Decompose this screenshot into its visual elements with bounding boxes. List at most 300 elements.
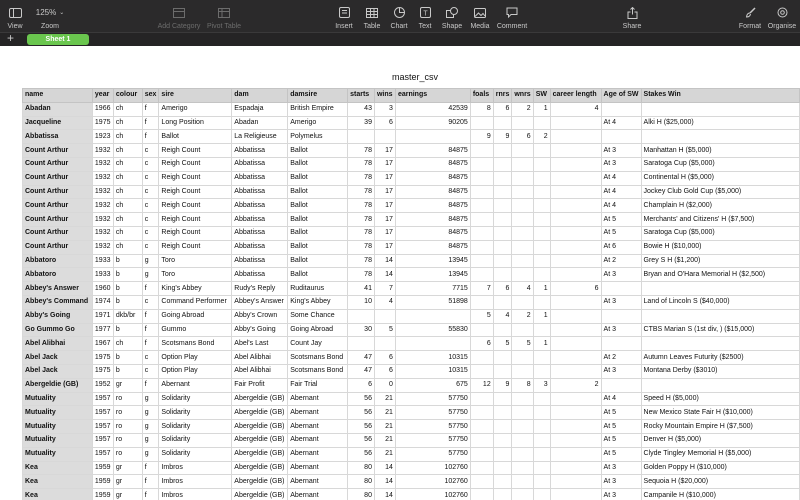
table-cell[interactable]: Abbatissa — [232, 240, 288, 254]
table-cell[interactable]: 5 — [470, 309, 493, 323]
table-cell[interactable]: 2 — [550, 378, 601, 392]
table-cell[interactable]: Abergeldie (GB) — [232, 420, 288, 434]
table-cell[interactable] — [470, 268, 493, 282]
table-cell[interactable]: 4 — [493, 309, 512, 323]
table-cell[interactable]: Ballot — [288, 226, 348, 240]
table-cell[interactable]: Clyde Tingley Memorial H ($5,000) — [641, 447, 799, 461]
table-cell[interactable]: 1932 — [92, 240, 113, 254]
table-cell[interactable]: Ballot — [288, 185, 348, 199]
table-cell[interactable] — [533, 144, 550, 158]
table-cell[interactable]: 1967 — [92, 337, 113, 351]
table-cell[interactable] — [395, 130, 470, 144]
table-cell[interactable] — [512, 406, 533, 420]
table-cell[interactable]: 21 — [374, 420, 395, 434]
table-cell[interactable]: 80 — [348, 475, 375, 489]
table-cell[interactable]: 84875 — [395, 185, 470, 199]
table-cell[interactable] — [470, 144, 493, 158]
table-cell[interactable]: 1932 — [92, 144, 113, 158]
format-button[interactable] — [736, 0, 764, 32]
table-cell[interactable] — [470, 171, 493, 185]
table-cell[interactable]: Speed H ($5,000) — [641, 392, 799, 406]
table-cell[interactable]: At 4 — [601, 199, 641, 213]
table-cell[interactable] — [470, 420, 493, 434]
table-cell[interactable] — [533, 406, 550, 420]
table-cell[interactable]: Solidarity — [159, 392, 232, 406]
table-cell[interactable] — [470, 199, 493, 213]
column-header[interactable]: career length — [550, 89, 601, 103]
table-cell[interactable] — [550, 392, 601, 406]
table-cell[interactable] — [550, 199, 601, 213]
table-cell[interactable]: Reigh Count — [159, 199, 232, 213]
table-cell[interactable] — [550, 171, 601, 185]
table-cell[interactable]: c — [142, 157, 159, 171]
table-cell[interactable]: 1959 — [92, 461, 113, 475]
table-cell[interactable]: 1932 — [92, 185, 113, 199]
table-cell[interactable]: 1975 — [92, 351, 113, 365]
table-cell[interactable]: Abbatissa — [232, 144, 288, 158]
table-cell[interactable] — [533, 489, 550, 500]
table-cell[interactable] — [641, 282, 799, 296]
column-header[interactable]: Stakes Win — [641, 89, 799, 103]
table-cell[interactable] — [493, 364, 512, 378]
table-cell[interactable]: Merchants' and Citizens' H ($7,500) — [641, 213, 799, 227]
table-cell[interactable] — [470, 447, 493, 461]
table-cell[interactable]: 14 — [374, 475, 395, 489]
table-cell[interactable]: 21 — [374, 447, 395, 461]
table-cell[interactable]: At 2 — [601, 254, 641, 268]
table-cell[interactable]: Count Arthur — [23, 144, 93, 158]
table-cell[interactable]: Reigh Count — [159, 213, 232, 227]
table-cell[interactable]: Reigh Count — [159, 240, 232, 254]
table-cell[interactable]: 78 — [348, 254, 375, 268]
table-cell[interactable]: c — [142, 185, 159, 199]
table-cell[interactable]: 78 — [348, 240, 375, 254]
table-cell[interactable]: dkb/br — [113, 309, 142, 323]
table-cell[interactable] — [533, 475, 550, 489]
table-cell[interactable]: 21 — [374, 433, 395, 447]
table-cell[interactable]: Toro — [159, 268, 232, 282]
table-cell[interactable] — [512, 392, 533, 406]
table-cell[interactable]: Scotsmans Bond — [288, 364, 348, 378]
table-cell[interactable] — [550, 337, 601, 351]
table-cell[interactable]: Ballot — [288, 268, 348, 282]
table-cell[interactable]: Abbatissa — [232, 199, 288, 213]
table-cell[interactable]: At 6 — [601, 240, 641, 254]
table-cell[interactable]: At 5 — [601, 433, 641, 447]
table-cell[interactable]: Abernant — [288, 392, 348, 406]
table-cell[interactable]: c — [142, 351, 159, 365]
table-cell[interactable]: Ruditaurus — [288, 282, 348, 296]
table-cell[interactable]: 1957 — [92, 406, 113, 420]
table-cell[interactable]: 78 — [348, 199, 375, 213]
table-cell[interactable]: 1971 — [92, 309, 113, 323]
table-cell[interactable]: Abernant — [288, 447, 348, 461]
table-cell[interactable]: 84875 — [395, 199, 470, 213]
table-cell[interactable]: King's Abbey — [288, 295, 348, 309]
table-cell[interactable]: 17 — [374, 240, 395, 254]
table-cell[interactable]: 6 — [470, 337, 493, 351]
table-cell[interactable] — [641, 130, 799, 144]
table-cell[interactable]: 56 — [348, 447, 375, 461]
table-cell[interactable] — [550, 144, 601, 158]
table-cell[interactable] — [493, 406, 512, 420]
table-cell[interactable]: b — [113, 323, 142, 337]
table-cell[interactable]: Abergeldie (GB) — [23, 378, 93, 392]
table-cell[interactable] — [533, 323, 550, 337]
table-cell[interactable]: Command Performer — [159, 295, 232, 309]
table-cell[interactable]: b — [113, 254, 142, 268]
table-cell[interactable]: Continental H ($5,000) — [641, 171, 799, 185]
table-cell[interactable]: 80 — [348, 489, 375, 500]
table-cell[interactable] — [601, 102, 641, 116]
table-cell[interactable]: Reigh Count — [159, 226, 232, 240]
table-cell[interactable]: ch — [113, 116, 142, 130]
table-cell[interactable]: Manhattan H ($5,000) — [641, 144, 799, 158]
table-cell[interactable]: 102760 — [395, 475, 470, 489]
table-cell[interactable] — [550, 185, 601, 199]
table-cell[interactable] — [470, 433, 493, 447]
table-cell[interactable] — [512, 351, 533, 365]
table-cell[interactable] — [512, 420, 533, 434]
table-cell[interactable] — [512, 199, 533, 213]
table-cell[interactable] — [470, 406, 493, 420]
table-cell[interactable]: Abergeldie (GB) — [232, 392, 288, 406]
table-cell[interactable] — [470, 461, 493, 475]
table-cell[interactable]: Mutuality — [23, 447, 93, 461]
table-cell[interactable]: Polymelus — [288, 130, 348, 144]
table-cell[interactable] — [550, 157, 601, 171]
table-cell[interactable]: Fair Profit — [232, 378, 288, 392]
table-cell[interactable] — [550, 130, 601, 144]
table-cell[interactable]: 10 — [348, 295, 375, 309]
table-cell[interactable]: 6 — [493, 282, 512, 296]
column-header[interactable]: wins — [374, 89, 395, 103]
table-cell[interactable]: Ballot — [288, 144, 348, 158]
table-cell[interactable]: 1957 — [92, 392, 113, 406]
table-cell[interactable]: At 3 — [601, 475, 641, 489]
table-cell[interactable]: gr — [113, 378, 142, 392]
table-title[interactable]: master_csv — [391, 72, 438, 82]
table-cell[interactable]: Option Play — [159, 364, 232, 378]
table-cell[interactable] — [512, 475, 533, 489]
table-cell[interactable]: Abbey's Command — [23, 295, 93, 309]
table-cell[interactable]: 675 — [395, 378, 470, 392]
table-cell[interactable]: Abernant — [288, 420, 348, 434]
table-cell[interactable] — [550, 406, 601, 420]
table-cell[interactable]: Count Arthur — [23, 226, 93, 240]
table-cell[interactable]: 21 — [374, 392, 395, 406]
table-cell[interactable]: 2 — [512, 309, 533, 323]
table-cell[interactable] — [533, 116, 550, 130]
table-cell[interactable]: 102760 — [395, 461, 470, 475]
table-cell[interactable] — [493, 171, 512, 185]
table-cell[interactable]: 4 — [550, 102, 601, 116]
column-header[interactable]: starts — [348, 89, 375, 103]
table-cell[interactable]: 17 — [374, 213, 395, 227]
table-cell[interactable] — [550, 213, 601, 227]
table-cell[interactable]: Abergeldie (GB) — [232, 406, 288, 420]
text-button[interactable] — [413, 0, 437, 32]
table-cell[interactable]: 84875 — [395, 240, 470, 254]
table-cell[interactable]: 4 — [374, 295, 395, 309]
table-cell[interactable]: 78 — [348, 268, 375, 282]
table-cell[interactable]: 10315 — [395, 364, 470, 378]
table-cell[interactable] — [550, 475, 601, 489]
table-cell[interactable]: Imbros — [159, 489, 232, 500]
table-cell[interactable]: 5 — [493, 337, 512, 351]
table-cell[interactable]: Abergeldie (GB) — [232, 489, 288, 500]
table-cell[interactable]: Abby's Crown — [232, 309, 288, 323]
table-cell[interactable] — [533, 254, 550, 268]
table-cell[interactable]: King's Abbey — [159, 282, 232, 296]
table-cell[interactable]: 56 — [348, 420, 375, 434]
table-cell[interactable]: Kea — [23, 461, 93, 475]
table-cell[interactable]: 1932 — [92, 213, 113, 227]
table-cell[interactable]: 57750 — [395, 447, 470, 461]
table-cell[interactable]: Ballot — [288, 254, 348, 268]
table-cell[interactable] — [550, 116, 601, 130]
table-cell[interactable]: Kea — [23, 475, 93, 489]
table-cell[interactable]: ch — [113, 144, 142, 158]
table-cell[interactable]: 7 — [374, 282, 395, 296]
table-cell[interactable] — [550, 433, 601, 447]
table-cell[interactable]: 30 — [348, 323, 375, 337]
table-cell[interactable]: Imbros — [159, 475, 232, 489]
table-cell[interactable] — [533, 420, 550, 434]
table-cell[interactable]: 1966 — [92, 102, 113, 116]
table-cell[interactable] — [601, 282, 641, 296]
table-cell[interactable]: 56 — [348, 433, 375, 447]
table-cell[interactable]: At 4 — [601, 392, 641, 406]
table-cell[interactable]: Solidarity — [159, 433, 232, 447]
table-cell[interactable]: gr — [113, 489, 142, 500]
shape-button[interactable] — [440, 0, 464, 32]
table-cell[interactable] — [533, 351, 550, 365]
table-cell[interactable]: At 5 — [601, 420, 641, 434]
add-category-button[interactable] — [158, 0, 200, 32]
table-cell[interactable]: ch — [113, 199, 142, 213]
add-sheet-button[interactable]: + — [7, 31, 15, 45]
table-cell[interactable]: Abbatissa — [232, 213, 288, 227]
table-cell[interactable] — [512, 433, 533, 447]
table-cell[interactable] — [512, 157, 533, 171]
table-cell[interactable]: Rocky Mountain Empire H ($7,500) — [641, 420, 799, 434]
comment-button[interactable] — [496, 0, 528, 32]
table-cell[interactable]: Abergeldie (GB) — [232, 433, 288, 447]
table-cell[interactable]: Abel's Last — [232, 337, 288, 351]
table-cell[interactable]: Reigh Count — [159, 185, 232, 199]
table-cell[interactable]: 14 — [374, 268, 395, 282]
table-cell[interactable]: 1923 — [92, 130, 113, 144]
table-cell[interactable] — [493, 489, 512, 500]
table-cell[interactable]: g — [142, 254, 159, 268]
table-cell[interactable]: 9 — [493, 378, 512, 392]
table-cell[interactable]: 78 — [348, 157, 375, 171]
table-cell[interactable] — [550, 254, 601, 268]
table-cell[interactable]: 1932 — [92, 226, 113, 240]
table-cell[interactable]: Abby's Going — [232, 323, 288, 337]
table-cell[interactable]: At 4 — [601, 116, 641, 130]
table-cell[interactable]: 13945 — [395, 268, 470, 282]
table-cell[interactable] — [512, 489, 533, 500]
table-cell[interactable]: At 3 — [601, 268, 641, 282]
table-cell[interactable]: 1960 — [92, 282, 113, 296]
table-cell[interactable] — [550, 226, 601, 240]
table-cell[interactable]: f — [142, 475, 159, 489]
table-cell[interactable]: 5 — [512, 337, 533, 351]
table-cell[interactable]: 41 — [348, 282, 375, 296]
table-cell[interactable]: At 3 — [601, 489, 641, 500]
table-cell[interactable]: Scotsmans Bond — [159, 337, 232, 351]
column-header[interactable]: foals — [470, 89, 493, 103]
table-cell[interactable]: Abbatoro — [23, 268, 93, 282]
table-cell[interactable] — [512, 447, 533, 461]
table-cell[interactable] — [348, 337, 375, 351]
table-cell[interactable]: At 3 — [601, 144, 641, 158]
table-cell[interactable] — [470, 213, 493, 227]
view-button[interactable] — [2, 0, 28, 32]
table-cell[interactable] — [493, 295, 512, 309]
table-cell[interactable]: 6 — [374, 364, 395, 378]
table-cell[interactable]: British Empire — [288, 102, 348, 116]
table-cell[interactable]: Abernant — [288, 461, 348, 475]
table-cell[interactable]: Fair Trial — [288, 378, 348, 392]
table-cell[interactable]: 84875 — [395, 144, 470, 158]
table-cell[interactable]: 84875 — [395, 171, 470, 185]
table-cell[interactable]: 14 — [374, 489, 395, 500]
table-cell[interactable]: 3 — [533, 378, 550, 392]
table-cell[interactable]: ch — [113, 240, 142, 254]
table-cell[interactable]: g — [142, 268, 159, 282]
table-cell[interactable]: Mutuality — [23, 406, 93, 420]
table-cell[interactable] — [493, 447, 512, 461]
table-cell[interactable]: b — [113, 295, 142, 309]
column-header[interactable]: sire — [159, 89, 232, 103]
table-cell[interactable]: Abbatissa — [232, 171, 288, 185]
table-cell[interactable]: 6 — [374, 351, 395, 365]
table-cell[interactable]: ch — [113, 213, 142, 227]
table-cell[interactable]: c — [142, 240, 159, 254]
table-cell[interactable] — [395, 309, 470, 323]
table-cell[interactable]: 57750 — [395, 392, 470, 406]
table-cell[interactable]: CTBS Marian S (1st div, ) ($15,000) — [641, 323, 799, 337]
table-cell[interactable]: 42539 — [395, 102, 470, 116]
table-cell[interactable] — [470, 475, 493, 489]
table-cell[interactable] — [470, 351, 493, 365]
table-button[interactable] — [360, 0, 384, 32]
table-cell[interactable]: Denver H ($5,000) — [641, 433, 799, 447]
table-cell[interactable] — [550, 268, 601, 282]
table-cell[interactable]: Ballot — [159, 130, 232, 144]
table-cell[interactable] — [550, 351, 601, 365]
table-cell[interactable] — [512, 185, 533, 199]
table-cell[interactable]: Abernant — [288, 406, 348, 420]
table-cell[interactable]: Ballot — [288, 199, 348, 213]
table-cell[interactable] — [533, 199, 550, 213]
table-cell[interactable] — [374, 130, 395, 144]
table-cell[interactable]: 6 — [374, 116, 395, 130]
table-cell[interactable]: 2 — [533, 130, 550, 144]
table-cell[interactable] — [493, 461, 512, 475]
table-cell[interactable] — [533, 213, 550, 227]
column-header[interactable]: SW — [533, 89, 550, 103]
table-cell[interactable]: 57750 — [395, 420, 470, 434]
table-cell[interactable]: 78 — [348, 144, 375, 158]
table-cell[interactable] — [550, 309, 601, 323]
table-cell[interactable]: b — [113, 364, 142, 378]
table-cell[interactable]: 8 — [512, 378, 533, 392]
table-cell[interactable] — [512, 254, 533, 268]
table-cell[interactable]: Saratoga Cup ($5,000) — [641, 226, 799, 240]
table-cell[interactable] — [470, 116, 493, 130]
table-cell[interactable]: c — [142, 226, 159, 240]
table-cell[interactable] — [470, 295, 493, 309]
table-cell[interactable]: Mutuality — [23, 433, 93, 447]
table-cell[interactable]: 1932 — [92, 171, 113, 185]
table-cell[interactable]: At 5 — [601, 213, 641, 227]
table-cell[interactable]: Abergeldie (GB) — [232, 475, 288, 489]
table-cell[interactable]: 1933 — [92, 268, 113, 282]
table-cell[interactable] — [512, 226, 533, 240]
table-cell[interactable] — [533, 433, 550, 447]
table-cell[interactable] — [493, 185, 512, 199]
share-button[interactable] — [619, 0, 645, 32]
table-cell[interactable]: Count Arthur — [23, 157, 93, 171]
table-cell[interactable]: 78 — [348, 171, 375, 185]
pivot-table-button[interactable] — [205, 0, 243, 32]
table-cell[interactable] — [550, 461, 601, 475]
table-cell[interactable]: Ballot — [288, 240, 348, 254]
table-cell[interactable]: 47 — [348, 364, 375, 378]
table-cell[interactable]: Golden Poppy H ($10,000) — [641, 461, 799, 475]
table-cell[interactable]: 14 — [374, 254, 395, 268]
insert-button[interactable] — [332, 0, 356, 32]
table-cell[interactable]: 84875 — [395, 226, 470, 240]
table-cell[interactable]: At 3 — [601, 295, 641, 309]
table-cell[interactable]: At 5 — [601, 406, 641, 420]
table-cell[interactable]: Champlain H ($2,000) — [641, 199, 799, 213]
table-cell[interactable]: 1975 — [92, 116, 113, 130]
table-cell[interactable] — [533, 226, 550, 240]
table-cell[interactable]: ch — [113, 185, 142, 199]
table-cell[interactable]: Abadan — [23, 102, 93, 116]
table-cell[interactable] — [470, 392, 493, 406]
table-cell[interactable]: Jockey Club Gold Cup ($5,000) — [641, 185, 799, 199]
table-cell[interactable]: ro — [113, 406, 142, 420]
table-cell[interactable] — [512, 240, 533, 254]
column-header[interactable]: year — [92, 89, 113, 103]
table-cell[interactable] — [470, 254, 493, 268]
table-cell[interactable]: 1 — [533, 309, 550, 323]
table-cell[interactable]: 1952 — [92, 378, 113, 392]
table-cell[interactable]: g — [142, 420, 159, 434]
table-cell[interactable]: At 4 — [601, 171, 641, 185]
table-cell[interactable] — [493, 240, 512, 254]
table-cell[interactable]: 80 — [348, 461, 375, 475]
table-cell[interactable] — [533, 240, 550, 254]
table-cell[interactable]: Count Arthur — [23, 240, 93, 254]
table-cell[interactable]: Land of Lincoln S ($40,000) — [641, 295, 799, 309]
table-cell[interactable]: Campanile H ($10,000) — [641, 489, 799, 500]
table-cell[interactable]: 2 — [512, 102, 533, 116]
media-button[interactable] — [468, 0, 492, 32]
table-cell[interactable]: ro — [113, 420, 142, 434]
table-cell[interactable] — [533, 171, 550, 185]
table-cell[interactable] — [533, 268, 550, 282]
table-cell[interactable]: 56 — [348, 392, 375, 406]
table-cell[interactable] — [395, 337, 470, 351]
table-cell[interactable]: Going Abroad — [159, 309, 232, 323]
